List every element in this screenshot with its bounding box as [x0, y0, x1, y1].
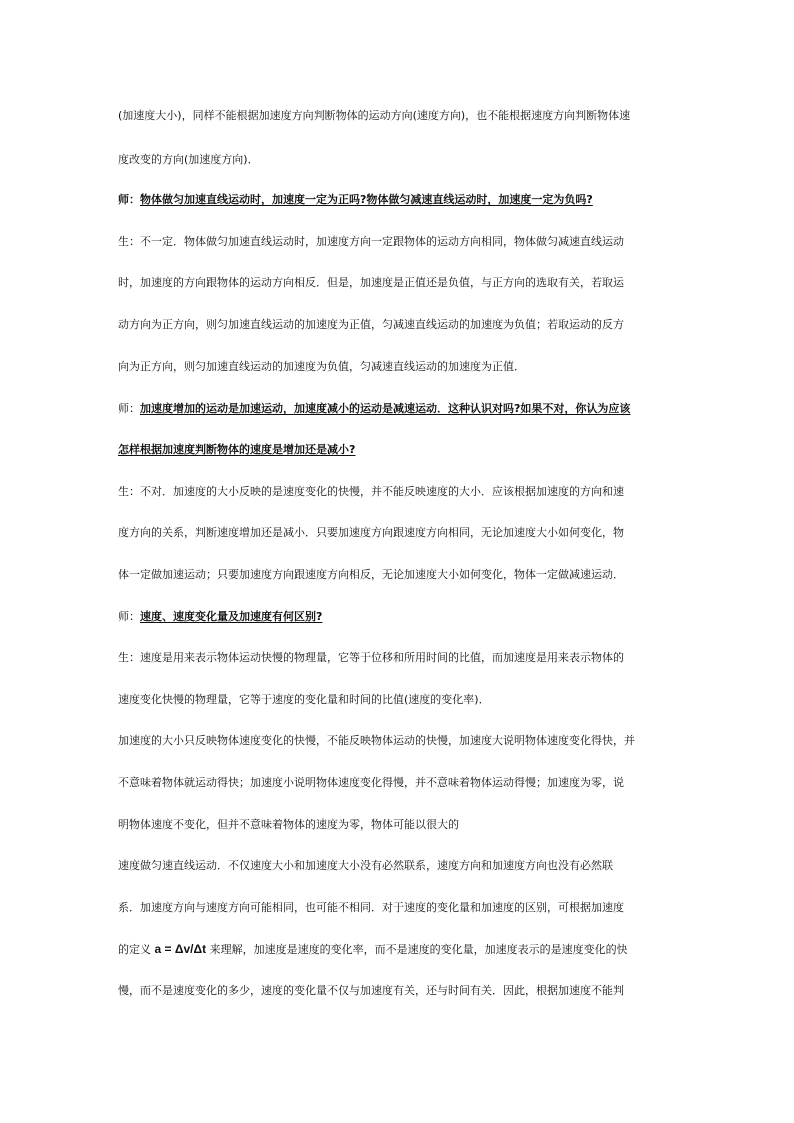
text-line: [118, 153, 678, 167]
line-text: 度方向的关系，判断速度增加还是减小．只要加速度方向跟速度方向相同，无论加速度大小如何变化，物: [118, 526, 624, 539]
teacher-question-continued: [118, 443, 678, 457]
text-line: [118, 901, 678, 915]
acceleration-formula: a = Δv/Δt: [154, 942, 207, 956]
line-text: 动方向为正方向，则匀加速直线运动的加速度为正值，匀减速直线运动的加速度为负值；若取运动的反方: [118, 318, 624, 331]
text-line: [118, 318, 678, 332]
text-line: [118, 568, 678, 582]
teacher-question: [118, 402, 678, 416]
line-text: 时，加速度的方向跟物体的运动方向相反．但是，加速度是正值还是负值，与正方向的选取有关，若取运: [118, 276, 624, 289]
question-text: 怎样根据加速度判断物体的速度是增加还是减小?: [118, 443, 356, 456]
text-line: [118, 526, 678, 540]
line-text: 生：不一定．物体做匀加速直线运动时，加速度方向一定跟物体的运动方向相同，物体做匀减速直线运动: [118, 235, 624, 248]
line-text: 生：不对．加速度的大小反映的是速度变化的快慢，并不能反映速度的大小．应该根据加速度的方向和速: [118, 485, 624, 498]
line-text: 速度变化快慢的物理量，它等于速度的变化量和时间的比值(速度的变化率)．: [118, 693, 490, 706]
line-text: 明物体速度不变化，但并不意味着物体的速度为零，物体可能以很大的: [118, 818, 459, 831]
line-text: 向为正方向，则匀加速直线运动的加速度为负值，匀减速直线运动的加速度为正值．: [118, 360, 525, 373]
question-text: 速度、速度变化量及加速度有何区别?: [140, 610, 323, 623]
line-text: 来理解，加速度是速度的变化率，而不是速度的变化量，加速度表示的是速度变化的快: [206, 943, 628, 956]
speaker-label: 师：: [118, 402, 140, 415]
speaker-label: 师：: [118, 193, 140, 206]
teacher-question: [118, 193, 678, 207]
text-line: [118, 276, 678, 290]
text-line: [118, 734, 678, 748]
question-text: 物体做匀加速直线运动时，加速度一定为正吗?物体做匀减速直线运动时，加速度一定为负吗?: [140, 193, 593, 206]
text-line: [118, 776, 678, 790]
line-text: 慢，而不是速度变化的多少，速度的变化量不仅与加速度有关，还与时间有关．因此，根据加速度不能判: [118, 984, 624, 997]
formula-line: [118, 942, 678, 957]
text-line: [118, 984, 678, 998]
text-line: [118, 693, 678, 707]
line-text: 体一定做加速运动；只要加速度方向跟速度方向相反，无论加速度大小如何变化，物体一定做减速运动．: [118, 568, 624, 581]
text-line: [118, 485, 678, 499]
line-text: 不意味着物体就运动得快；加速度小说明物体速度变化得慢，并不意味着物体运动得慢；加速度为零，说: [118, 776, 624, 789]
line-text: 速度做匀速直线运动．不仅速度大小和加速度大小没有必然联系，速度方向和加速度方向也没有必然联: [118, 859, 613, 872]
line-text: 生：速度是用来表示物体运动快慢的物理量，它等于位移和所用时间的比值，而加速度是用来表示物体的: [118, 651, 624, 664]
teacher-question: [118, 610, 678, 624]
speaker-label: 师：: [118, 610, 140, 623]
line-text: 度改变的方向(加速度方向)．: [118, 153, 259, 166]
text-line: [118, 235, 678, 249]
text-line: [118, 360, 678, 374]
text-line: [118, 818, 678, 832]
line-text: (加速度大小)，同样不能根据加速度方向判断物体的运动方向(速度方向)，也不能根据速度方向判断物体速: [118, 109, 631, 122]
line-text: 的定义: [118, 943, 155, 956]
text-line: [118, 651, 678, 665]
text-line: [118, 109, 678, 123]
question-text: 加速度增加的运动是加速运动，加速度减小的运动是减速运动．这种认识对吗?如果不对，你认为应该: [140, 402, 631, 415]
line-text: 系．加速度方向与速度方向可能相同，也可能不相同．对于速度的变化量和加速度的区别，可根据加速度: [118, 901, 624, 914]
line-text: 加速度的大小只反映物体速度变化的快慢，不能反映物体运动的快慢，加速度大说明物体速度变化得快，并: [118, 734, 635, 747]
text-line: [118, 859, 678, 873]
